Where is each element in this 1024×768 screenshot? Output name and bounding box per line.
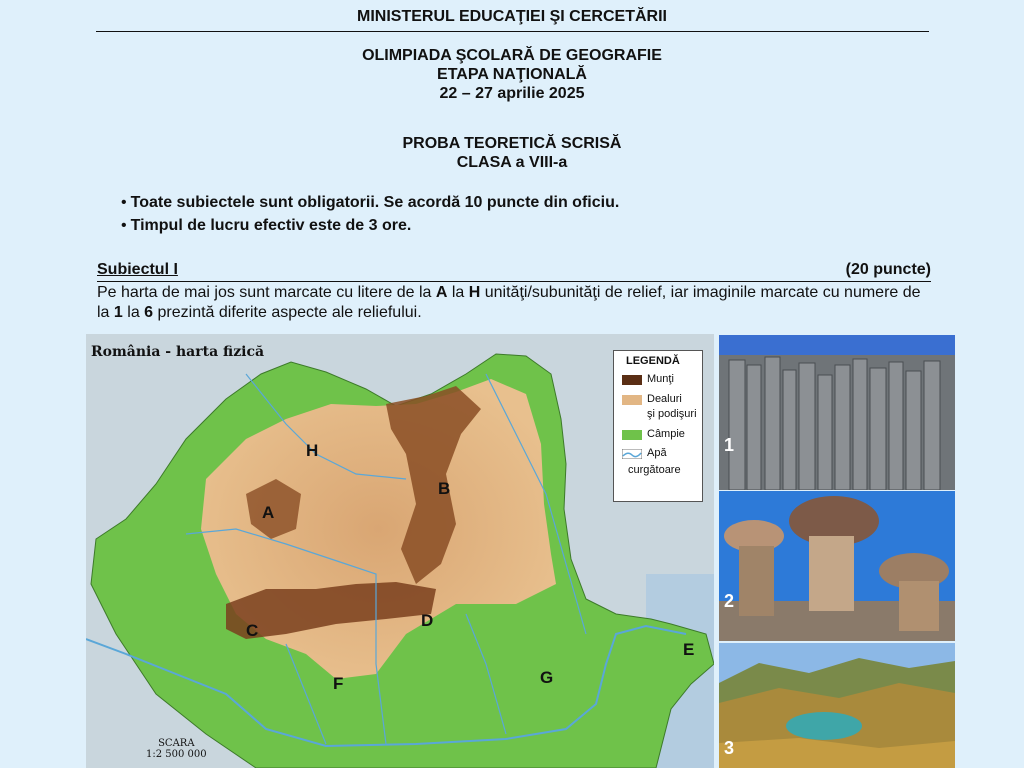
photo-graphic [719, 491, 955, 641]
instruction-item: • Toate subiectele sunt obligatorii. Se acordă 10 puncte din oficiu. [121, 194, 620, 211]
legend-title: LEGENDĂ [626, 355, 680, 367]
photo-number: 1 [724, 435, 735, 455]
scale-value: 1:2 500 000 [146, 749, 207, 760]
exam-title-block [0, 134, 1024, 172]
map-scale [146, 738, 207, 760]
legend-swatch-mountains [622, 375, 642, 385]
photo-rock-mushrooms [719, 491, 955, 641]
olympiad-title: OLIMPIADA ŞCOLARĂ DE GEOGRAFIE [362, 47, 662, 64]
header-divider [96, 31, 929, 32]
photo-crater-lake [719, 643, 955, 768]
photo-graphic [719, 335, 955, 490]
map-label-e: E [683, 640, 695, 659]
subject-heading [97, 261, 931, 282]
map-title: România - harta fizică [91, 344, 265, 360]
legend-plains: Câmpie [647, 428, 685, 440]
photo-number: 2 [724, 591, 735, 611]
map-label-g: G [540, 668, 554, 687]
subject-intro: Pe harta de mai jos sunt marcate cu litere de la A la H unităţi/subunităţi de relief, iar imaginile marcate cu numere de la 1 la 6 prezintă diferite aspecte ale reliefului. [97, 284, 921, 321]
photo-graphic [719, 643, 955, 768]
subject-title: Subiectul I [97, 261, 178, 278]
legend-swatch-plains [622, 430, 642, 440]
ministry-header: MINISTERUL EDUCAŢIEI ŞI CERCETĂRII [357, 8, 667, 25]
map-label-b: B [438, 479, 451, 498]
photo-number: 3 [724, 738, 735, 758]
map-label-a: A [262, 503, 275, 522]
bullet-icon: • [121, 217, 127, 234]
map-legend [613, 350, 703, 502]
stage-title: ETAPA NAŢIONALĂ [437, 66, 587, 83]
photo-basalt-columns [719, 335, 955, 490]
dates: 22 – 27 aprilie 2025 [439, 85, 585, 102]
legend-flowing: curgătoare [628, 464, 681, 476]
map-label-h: H [306, 441, 319, 460]
map-label-d: D [421, 611, 434, 630]
legend-mountains: Munţi [647, 373, 674, 385]
map-label-f: F [333, 674, 344, 693]
map-label-c: C [246, 621, 259, 640]
exam-type: PROBA TEORETICĂ SCRISĂ [402, 135, 622, 152]
class-level: CLASA a VIII-a [456, 154, 568, 171]
legend-swatch-water [622, 449, 642, 459]
olympiad-title-block [0, 46, 1024, 103]
scale-label: SCARA [158, 738, 195, 749]
legend-swatch-hills [622, 395, 642, 405]
instruction-item: • Timpul de lucru efectiv este de 3 ore. [121, 217, 412, 234]
physical-map [86, 334, 714, 768]
legend-plateaus: şi podişuri [647, 408, 697, 420]
legend-hills: Dealuri [647, 393, 682, 405]
legend-water: Apă [647, 447, 667, 459]
bullet-icon: • [121, 194, 127, 211]
subject-points: (20 puncte) [845, 261, 931, 278]
